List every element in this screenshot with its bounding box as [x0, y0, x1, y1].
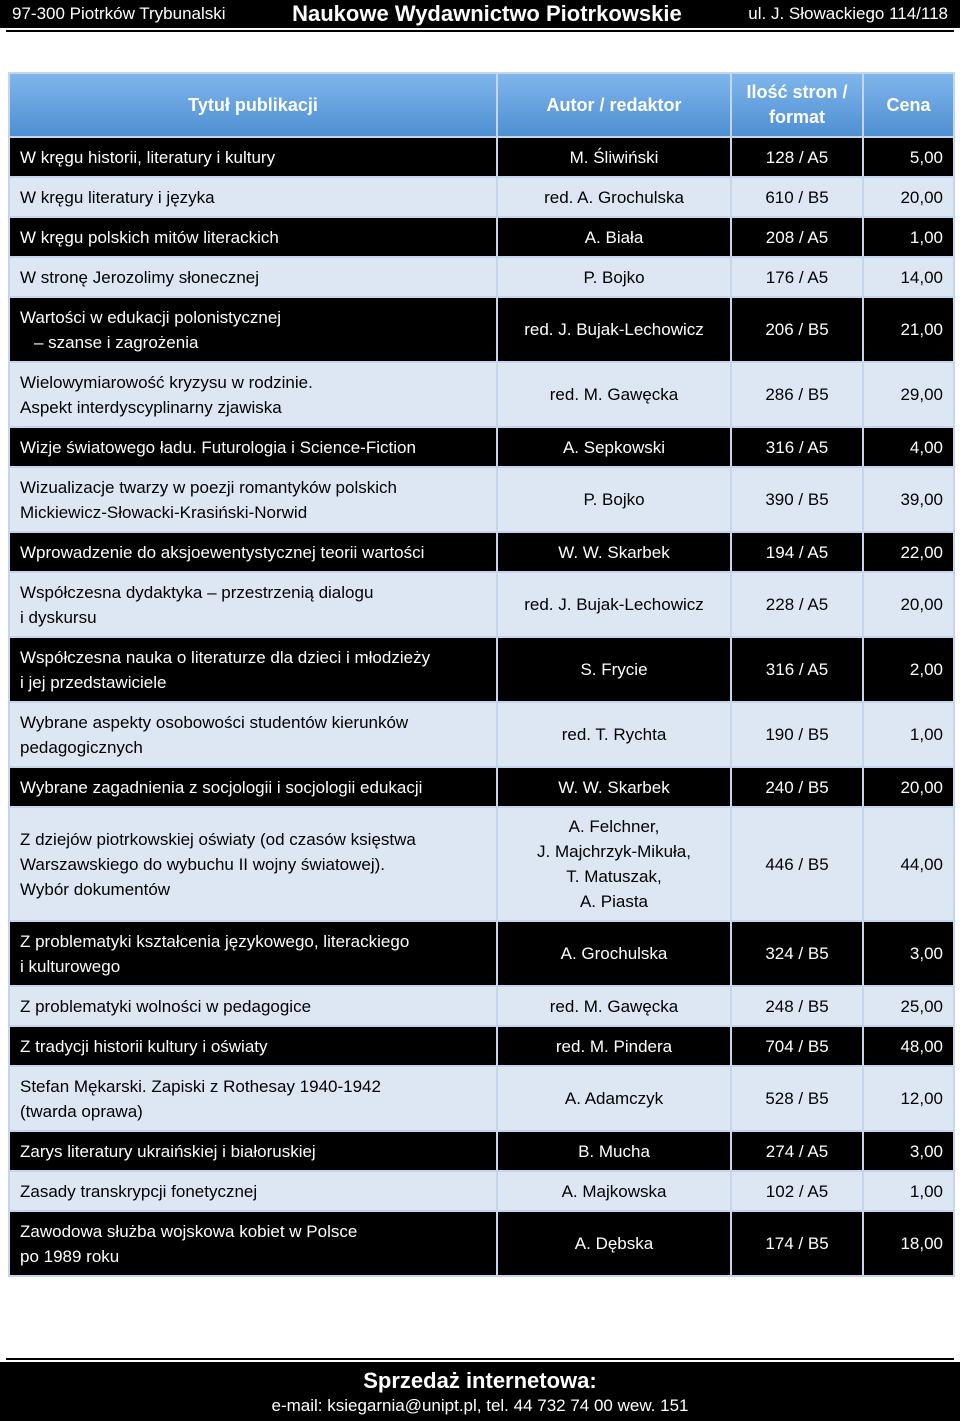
cell-title	[9, 467, 497, 532]
author-line: A. Adamczyk	[564, 1089, 664, 1108]
table-row	[9, 572, 954, 637]
cell-title	[9, 1026, 497, 1066]
cell-pages: 194 / A5	[731, 532, 863, 572]
cell-price: 20,00	[863, 572, 954, 637]
title-line: – szanse i zagrożenia	[34, 332, 199, 352]
cell-author	[497, 1211, 731, 1276]
cell-author	[497, 1131, 731, 1171]
cell-price: 3,00	[863, 1131, 954, 1171]
title-line: Wybrane zagadnienia z socjologii i socjologii edukacji	[20, 777, 423, 797]
table-row	[9, 921, 954, 986]
cell-author	[497, 257, 731, 297]
table-row	[9, 362, 954, 427]
title-line: Z tradycji historii kultury i oświaty	[20, 1036, 268, 1056]
cell-pages: 176 / A5	[731, 257, 863, 297]
table-row	[9, 297, 954, 362]
header-city: 97-300 Piotrków Trybunalski	[12, 4, 226, 23]
title-line: Warszawskiego do wybuchu II wojny światowej).	[20, 854, 386, 874]
cell-author	[497, 427, 731, 467]
cell-price: 5,00	[863, 137, 954, 177]
author-line: A. Majkowska	[561, 1181, 667, 1201]
author-line: A. Biała	[584, 227, 644, 247]
cell-title	[9, 217, 497, 257]
cell-price: 12,00	[863, 1066, 954, 1131]
footer-divider	[6, 1358, 954, 1360]
cell-pages: 446 / B5	[731, 807, 863, 921]
table-body	[9, 137, 954, 1276]
table-row	[9, 532, 954, 572]
cell-author	[497, 986, 731, 1026]
title-line: i kulturowego	[20, 956, 121, 976]
cell-author	[497, 137, 731, 177]
cell-pages: 286 / B5	[731, 362, 863, 427]
cell-price: 4,00	[863, 427, 954, 467]
cell-price: 21,00	[863, 297, 954, 362]
cell-title	[9, 177, 497, 217]
author-line: red. J. Bujak-Lechowicz	[524, 320, 704, 339]
cell-author	[497, 767, 731, 807]
footer-contact: e-mail: ksiegarnia@unipt.pl, tel. 44 732 74 00 wew. 151	[271, 1396, 689, 1415]
cell-title	[9, 362, 497, 427]
cell-price: 18,00	[863, 1211, 954, 1276]
cell-pages: 316 / A5	[731, 427, 863, 467]
cell-title	[9, 807, 497, 921]
cell-price: 44,00	[863, 807, 954, 921]
author-line: J. Majchrzyk-Mikuła,	[537, 842, 691, 861]
cell-author	[497, 1171, 731, 1211]
title-line: Wielowymiarowość kryzysu w rodzinie.	[20, 372, 313, 392]
cell-title	[9, 1066, 497, 1131]
title-line: Wartości w edukacji polonistycznej	[20, 307, 282, 327]
cell-price: 2,00	[863, 637, 954, 702]
title-line: (twarda oprawa)	[20, 1101, 143, 1121]
column-header-pages-label: Ilość stron / format	[746, 82, 848, 127]
title-line: Wprowadzenie do aksjoewentystycznej teorii wartości	[20, 542, 425, 562]
title-line: W kręgu polskich mitów literackich	[20, 227, 279, 247]
author-line: W. W. Skarbek	[558, 542, 670, 562]
cell-price: 48,00	[863, 1026, 954, 1066]
cell-author	[497, 702, 731, 767]
cell-price: 25,00	[863, 986, 954, 1026]
author-line: B. Mucha	[578, 1141, 650, 1161]
cell-title	[9, 1211, 497, 1276]
cell-pages: 704 / B5	[731, 1026, 863, 1066]
cell-price: 3,00	[863, 921, 954, 986]
cell-author	[497, 921, 731, 986]
cell-title	[9, 137, 497, 177]
cell-pages: 274 / A5	[731, 1131, 863, 1171]
cell-author	[497, 217, 731, 257]
cell-title	[9, 1131, 497, 1171]
cell-title	[9, 257, 497, 297]
author-line: P. Bojko	[583, 267, 645, 287]
cell-title	[9, 1171, 497, 1211]
table-row	[9, 257, 954, 297]
author-line: A. Piasta	[579, 892, 649, 911]
cell-pages: 208 / A5	[731, 217, 863, 257]
cell-price: 1,00	[863, 1171, 954, 1211]
cell-pages: 316 / A5	[731, 637, 863, 702]
table-row	[9, 1211, 954, 1276]
title-line: W stronę Jerozolimy słonecznej	[20, 267, 260, 287]
title-line: Wybór dokumentów	[20, 879, 171, 899]
cell-price: 14,00	[863, 257, 954, 297]
cell-price: 22,00	[863, 532, 954, 572]
table-row	[9, 217, 954, 257]
cell-price: 1,00	[863, 217, 954, 257]
title-line: Współczesna nauka o literaturze dla dzieci i młodzieży	[20, 647, 431, 667]
author-line: red. J. Bujak-Lechowicz	[524, 595, 704, 614]
title-line: W kręgu literatury i języka	[20, 187, 215, 207]
footer	[0, 1362, 960, 1421]
cell-author	[497, 807, 731, 921]
author-line: red. M. Gawęcka	[549, 385, 679, 404]
table-row	[9, 137, 954, 177]
author-line: A. Grochulska	[560, 944, 668, 963]
title-line: Wizje światowego ładu. Futurologia i Science-Fiction	[20, 437, 416, 457]
header-publisher: Naukowe Wydawnictwo Piotrkowskie	[292, 1, 682, 26]
cell-pages: 240 / B5	[731, 767, 863, 807]
title-line: i jej przedstawiciele	[20, 672, 167, 692]
cell-author	[497, 532, 731, 572]
cell-title	[9, 921, 497, 986]
title-line: Z dziejów piotrkowskiej oświaty (od czasów księstwa	[20, 829, 416, 849]
cell-pages: 324 / B5	[731, 921, 863, 986]
author-line: red. T. Rychta	[561, 725, 667, 744]
cell-pages: 248 / B5	[731, 986, 863, 1026]
title-line: Z problematyki wolności w pedagogice	[20, 996, 312, 1016]
cell-author	[497, 177, 731, 217]
author-line: T. Matuszak,	[566, 867, 662, 886]
author-line: red. A. Grochulska	[544, 187, 684, 207]
table-row	[9, 1131, 954, 1171]
table-row	[9, 467, 954, 532]
title-line: Zawodowa służba wojskowa kobiet w Polsce	[20, 1221, 358, 1241]
title-line: Mickiewicz-Słowacki-Krasiński-Norwid	[20, 502, 308, 522]
title-line: Z problematyki kształcenia językowego, literackiego	[20, 931, 410, 951]
cell-author	[497, 572, 731, 637]
author-line: S. Frycie	[580, 660, 648, 679]
author-line: M. Śliwiński	[569, 147, 659, 167]
cell-title	[9, 637, 497, 702]
cell-price: 20,00	[863, 767, 954, 807]
cell-title	[9, 532, 497, 572]
table-row	[9, 1066, 954, 1131]
author-line: red. M. Gawęcka	[549, 996, 679, 1016]
cell-pages: 528 / B5	[731, 1066, 863, 1131]
cell-title	[9, 427, 497, 467]
cell-price: 20,00	[863, 177, 954, 217]
table-row	[9, 702, 954, 767]
title-line: Aspekt interdyscyplinarny zjawiska	[20, 397, 282, 417]
title-line: pedagogicznych	[20, 737, 143, 757]
author-line: A. Sepkowski	[562, 437, 666, 457]
cell-pages: 228 / A5	[731, 572, 863, 637]
cell-author	[497, 637, 731, 702]
cell-title	[9, 767, 497, 807]
table-row	[9, 637, 954, 702]
cell-price: 39,00	[863, 467, 954, 532]
table-row	[9, 986, 954, 1026]
table-row	[9, 427, 954, 467]
footer-sales-heading: Sprzedaż internetowa:	[363, 1368, 597, 1393]
table-row	[9, 1026, 954, 1066]
table-row	[9, 807, 954, 921]
cell-pages: 190 / B5	[731, 702, 863, 767]
cell-title	[9, 572, 497, 637]
title-line: Wizualizacje twarzy w poezji romantyków polskich	[20, 477, 397, 497]
author-line: red. M. Pindera	[555, 1036, 673, 1056]
cell-pages: 390 / B5	[731, 467, 863, 532]
column-header-author: Autor / redaktor	[497, 73, 731, 137]
header-divider	[6, 30, 954, 32]
cell-author	[497, 362, 731, 427]
cell-pages: 610 / B5	[731, 177, 863, 217]
cell-author	[497, 467, 731, 532]
cell-price: 1,00	[863, 702, 954, 767]
column-header-price: Cena	[863, 73, 954, 137]
cell-price: 29,00	[863, 362, 954, 427]
cell-author	[497, 297, 731, 362]
title-line: W kręgu historii, literatury i kultury	[20, 147, 276, 167]
cell-pages: 102 / A5	[731, 1171, 863, 1211]
header-bar	[0, 0, 960, 28]
column-header-pages	[731, 73, 863, 137]
author-line: P. Bojko	[583, 490, 645, 509]
title-line: Zasady transkrypcji fonetycznej	[20, 1181, 258, 1201]
author-line: W. W. Skarbek	[558, 777, 670, 797]
cell-pages: 206 / B5	[731, 297, 863, 362]
cell-title	[9, 297, 497, 362]
title-line: Współczesna dydaktyka – przestrzenią dialogu	[20, 582, 374, 602]
title-line: Zarys literatury ukraińskiej i białoruskiej	[20, 1141, 316, 1161]
publications-table	[8, 72, 955, 1277]
cell-title	[9, 702, 497, 767]
table-row	[9, 767, 954, 807]
title-line: Stefan Mękarski. Zapiski z Rothesay 1940-1942	[20, 1076, 381, 1096]
column-header-title: Tytuł publikacji	[9, 73, 497, 137]
title-line: po 1989 roku	[20, 1246, 120, 1266]
cell-author	[497, 1026, 731, 1066]
table-row	[9, 1171, 954, 1211]
title-line: Wybrane aspekty osobowości studentów kierunków	[20, 712, 409, 732]
title-line: i dyskursu	[20, 607, 97, 627]
cell-title	[9, 986, 497, 1026]
cell-pages: 174 / B5	[731, 1211, 863, 1276]
cell-pages: 128 / A5	[731, 137, 863, 177]
cell-author	[497, 1066, 731, 1131]
header-address: ul. J. Słowackiego 114/118	[748, 4, 948, 23]
author-line: A. Dębska	[574, 1234, 654, 1253]
author-line: A. Felchner,	[568, 817, 660, 836]
table-header-row	[9, 73, 954, 137]
table-row	[9, 177, 954, 217]
